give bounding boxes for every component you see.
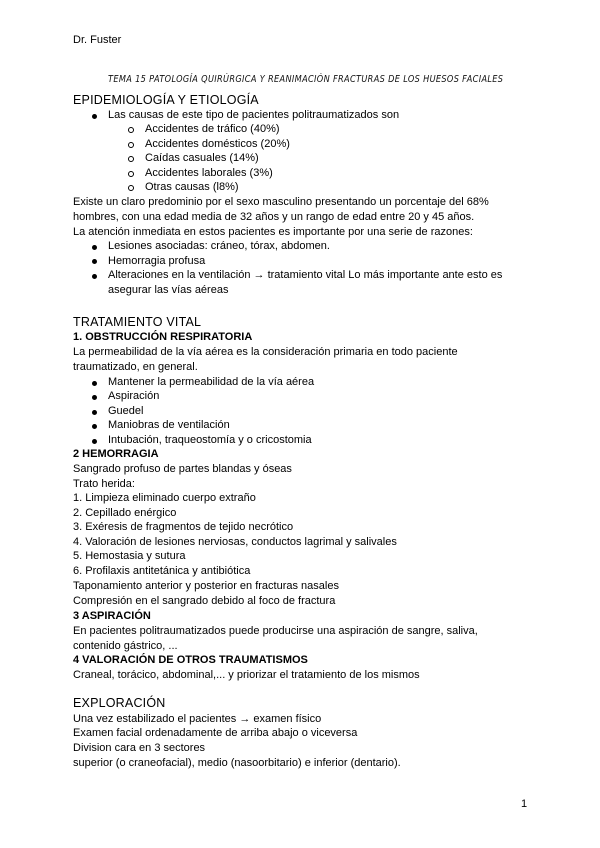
sub-bullet-circle [128,156,134,162]
paragraph-line: Taponamiento anterior y posterior en fracturas nasales [73,580,339,592]
author-header: Dr. Fuster [73,34,122,46]
section-heading-exploracion: EXPLORACIÓN [73,696,166,710]
paragraph-line: Craneal, torácico, abdominal,... y priorizar el tratamiento de los mismos [73,669,420,681]
paragraph-line: 4. Valoración de lesiones nerviosas, conductos lagrimal y salivales [73,536,397,548]
paragraph-line: Division cara en 3 sectores [73,742,206,754]
list-item: Lesiones asociadas: cráneo, tórax, abdomen. [108,240,330,252]
list-item: Las causas de este tipo de pacientes politraumatizados son [108,109,400,121]
list-item: Accidentes laborales (3%) [145,167,273,179]
paragraph-line: 5. Hemostasia y sutura [73,550,186,562]
bullet-dot [92,410,97,415]
paragraph-line: Examen facial ordenadamente de arriba abajo o viceversa [73,727,358,739]
list-item: Guedel [108,405,144,417]
bullet-dot [92,114,97,119]
list-item: Caídas casuales (14%) [145,152,259,164]
paragraph-line: Compresión en el sangrado debido al foco de fractura [73,595,336,607]
sub-bullet-circle [128,127,134,133]
paragraph-line: 1. Limpieza eliminado cuerpo extraño [73,492,256,504]
paragraph-line: En pacientes politraumatizados puede producirse una aspiración de sangre, saliva, [73,625,478,637]
sub-bullet-circle [128,142,134,148]
bullet-dot [92,259,97,264]
list-item: Otras causas (l8%) [145,181,239,193]
list-item-continuation: asegurar las vías aéreas [108,284,229,296]
page-number: 1 [521,798,528,810]
list-item: Intubación, traqueostomía y o cricostomia [108,434,312,446]
bullet-dot [92,274,97,279]
subsection-title: 2 HEMORRAGIA [73,448,159,460]
section-heading-epidemiologia: EPIDEMIOLOGÍA Y ETIOLOGÍA [73,93,259,107]
topic-title: TEMA 15 PATOLOGÍA QUIRÚRGICA Y REANIMACIÓN FRACTURAS DE LOS HUESOS FACIALES [108,74,504,85]
list-item: Maniobras de ventilación [108,419,230,431]
list-item: Hemorragia profusa [108,255,206,267]
paragraph-line: Existe un claro predominio por el sexo masculino presentando un porcentaje del 68% [73,196,489,208]
list-item: Accidentes de tráfico (40%) [145,123,280,135]
bullet-dot [92,439,97,444]
list-item: Mantener la permeabilidad de la vía aérea [108,376,315,388]
sub-bullet-circle [128,185,134,191]
subsection-title: 4 VALORACIÓN DE OTROS TRAUMATISMOS [73,654,308,666]
paragraph-line: traumatizado, en general. [73,361,198,373]
list-item: Aspiración [108,390,160,402]
list-item: Alteraciones en la ventilación → tratamiento vital Lo más importante ante esto es [108,269,503,281]
paragraph-line: 3. Exéresis de fragmentos de tejido necrótico [73,521,294,533]
paragraph-line: superior (o craneofacial), medio (nasoorbitario) e inferior (dentario). [73,757,401,769]
paragraph-line: 2. Cepillado enérgico [73,507,177,519]
bullet-dot [92,245,97,250]
bullet-dot [92,395,97,400]
paragraph-line: Una vez estabilizado el pacientes → examen físico [73,713,322,725]
paragraph-line: 6. Profilaxis antitetánica y antibiótica [73,565,251,577]
paragraph-line: La atención inmediata en estos pacientes es importante por una serie de razones: [73,226,473,238]
list-item: Accidentes domésticos (20%) [145,138,290,150]
bullet-dot [92,381,97,386]
paragraph-line: hombres, con una edad media de 32 años y un rango de edad entre 20 y 45 años. [73,211,475,223]
subsection-title: 1. OBSTRUCCIÓN RESPIRATORIA [73,331,253,343]
paragraph-line: Trato herida: [73,478,135,490]
section-heading-tratamiento: TRATAMIENTO VITAL [73,315,202,329]
paragraph-line: Sangrado profuso de partes blandas y óseas [73,463,292,475]
subsection-title: 3 ASPIRACIÓN [73,610,151,622]
sub-bullet-circle [128,171,134,177]
bullet-dot [92,424,97,429]
paragraph-line: contenido gástrico, ... [73,640,178,652]
paragraph-line: La permeabilidad de la vía aérea es la consideración primaria en todo paciente [73,346,458,358]
